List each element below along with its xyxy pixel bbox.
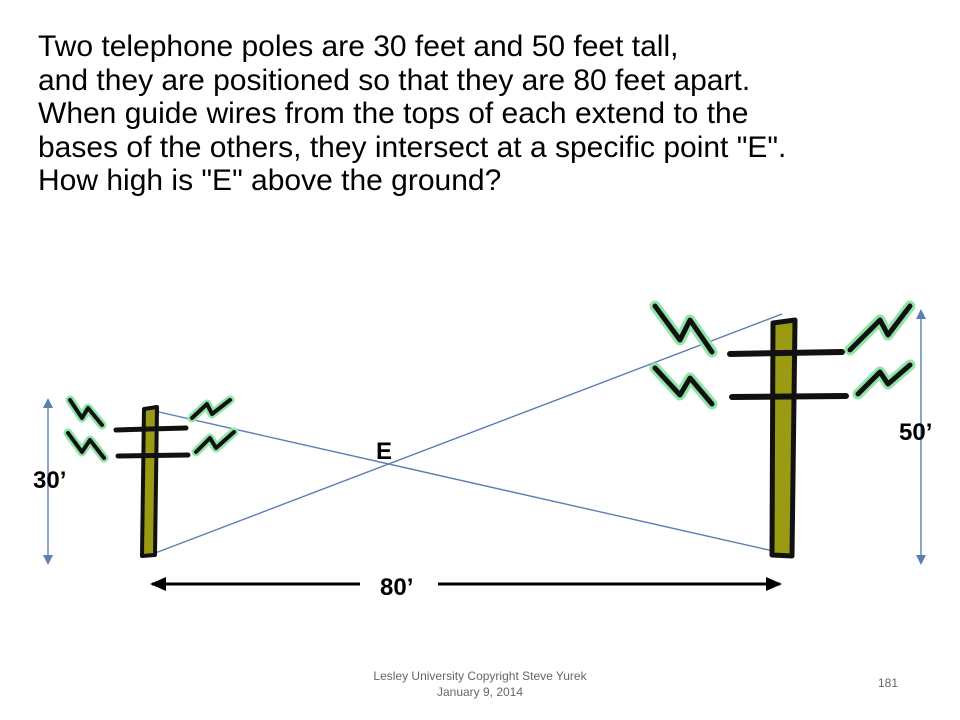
problem-line: How high is "E" above the ground?	[38, 164, 502, 197]
page-number: 181	[878, 676, 899, 690]
problem-line: and they are positioned so that they are 80 feet apart.	[38, 63, 751, 97]
footer-copyright: Lesley University Copyright Steve Yurek	[373, 669, 587, 683]
right-telephone-pole	[730, 320, 846, 556]
footer-date: January 9, 2014	[436, 685, 524, 699]
wire-left-top-to-right-base	[150, 410, 782, 553]
problem-line: bases of the others, they intersect at a specific point "E".	[38, 130, 787, 164]
problem-line: Two telephone poles are 30 feet and 50 feet tall,	[38, 30, 679, 63]
problem-line: When guide wires from the tops of each extend to the	[38, 97, 749, 130]
right-pole-height-label: 50’	[899, 419, 933, 446]
left-telephone-pole	[116, 407, 188, 556]
intersection-point-label: E	[376, 438, 393, 465]
guide-wires	[150, 314, 782, 555]
wire-right-top-to-left-base	[150, 314, 782, 555]
distance-label: 80’	[380, 574, 414, 601]
left-pole-height-label: 30’	[33, 467, 67, 494]
footer	[300, 668, 660, 700]
